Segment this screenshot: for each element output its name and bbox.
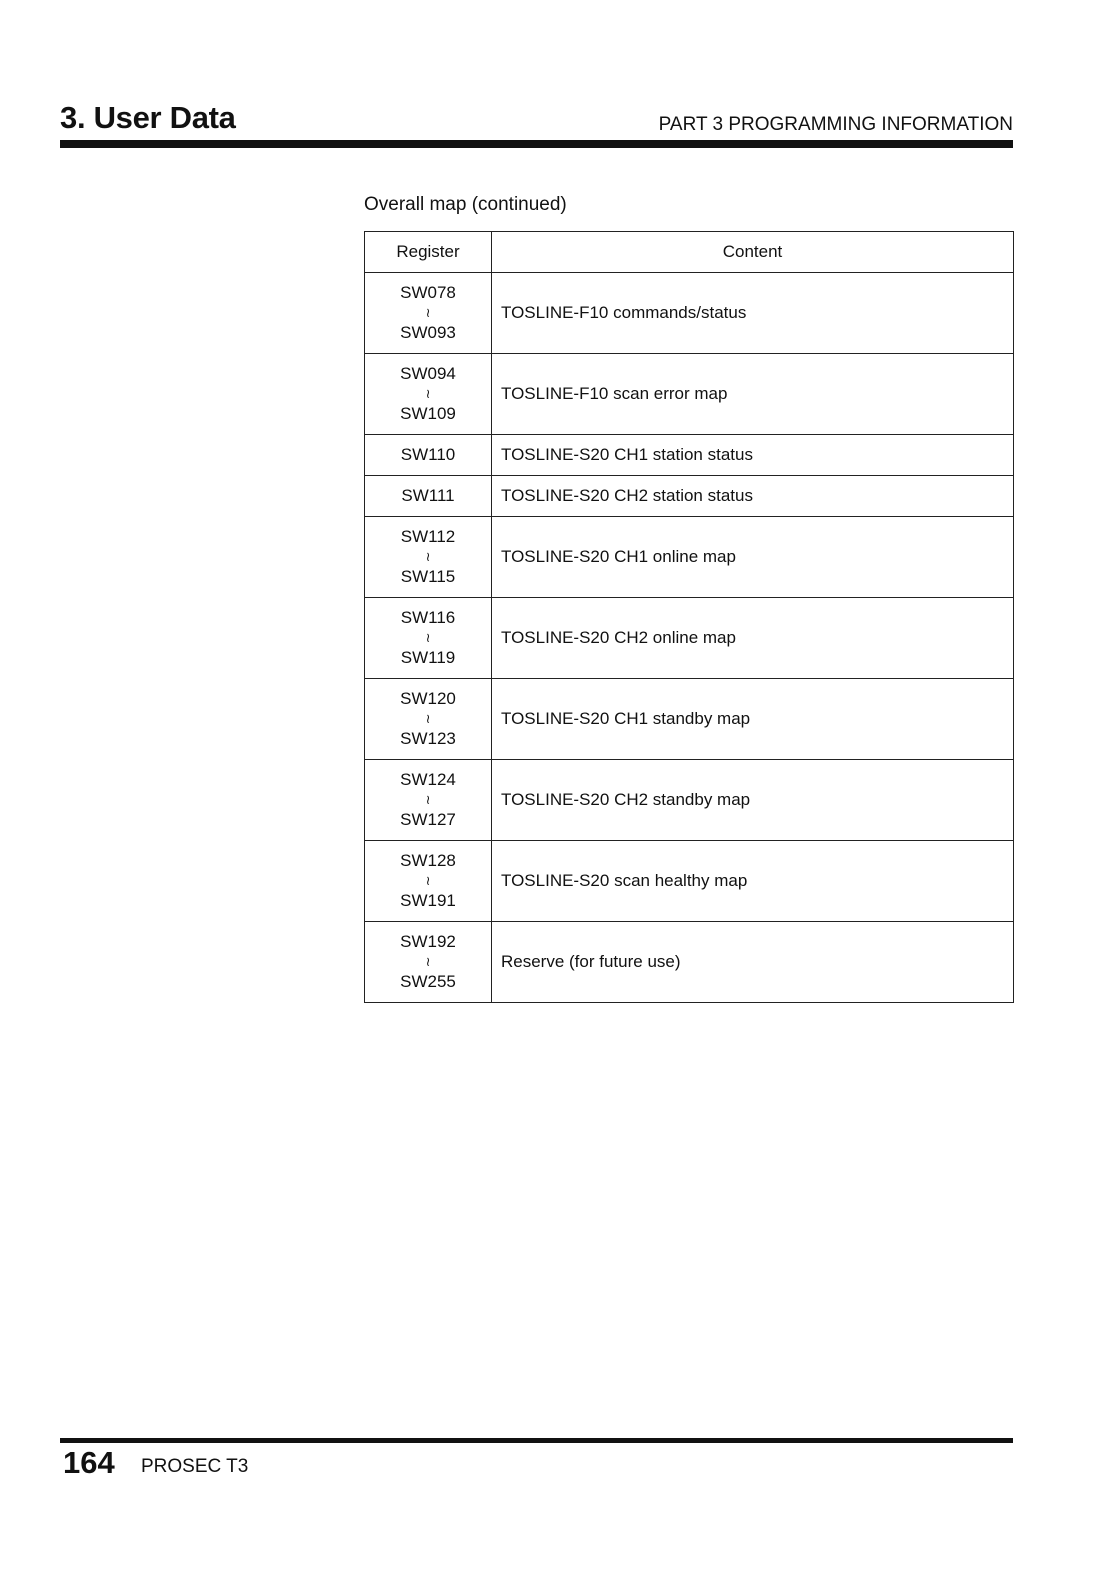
register-cell (365, 760, 492, 841)
table-row (365, 922, 1014, 1003)
content-cell: TOSLINE-F10 scan error map (492, 354, 1014, 435)
range-symbol: ≀ (425, 549, 431, 564)
register-cell (365, 354, 492, 435)
register-start: SW120 (400, 689, 456, 708)
table-row (365, 679, 1014, 760)
table-row (365, 476, 1014, 517)
register-start: SW116 (400, 608, 456, 627)
column-header-content: Content (492, 232, 1014, 273)
register-start: SW112 (400, 527, 456, 546)
register-end: SW127 (400, 810, 456, 829)
content-cell: TOSLINE-S20 CH2 station status (492, 476, 1014, 517)
register-cell (365, 679, 492, 760)
register-end: SW109 (400, 404, 456, 423)
register-cell (365, 273, 492, 354)
page-number: 164 (63, 1445, 115, 1480)
range-symbol: ≀ (425, 386, 431, 401)
content-cell: Reserve (for future use) (492, 922, 1014, 1003)
header-rule (60, 140, 1013, 148)
footer-rule (60, 1438, 1013, 1443)
register-start: SW094 (400, 364, 456, 383)
table-row (365, 273, 1014, 354)
footer-product-name: PROSEC T3 (141, 1456, 249, 1477)
section-title: 3. User Data (60, 100, 236, 135)
table-row (365, 354, 1014, 435)
range-symbol: ≀ (425, 954, 431, 969)
register-start: SW124 (400, 770, 456, 789)
register-end: SW191 (400, 891, 456, 910)
register-cell (365, 922, 492, 1003)
register-cell (365, 841, 492, 922)
table-row (365, 760, 1014, 841)
register-start: SW128 (400, 851, 456, 870)
content-cell: TOSLINE-S20 scan healthy map (492, 841, 1014, 922)
register-cell: SW111 (365, 476, 492, 517)
range-symbol: ≀ (425, 305, 431, 320)
register-end: SW115 (400, 567, 456, 586)
register-end: SW119 (400, 648, 456, 667)
table-row (365, 517, 1014, 598)
table-row (365, 598, 1014, 679)
register-end: SW255 (400, 972, 456, 991)
range-symbol: ≀ (425, 873, 431, 888)
register-start: SW192 (400, 932, 456, 951)
table-row (365, 841, 1014, 922)
table-caption: Overall map (continued) (364, 194, 567, 215)
register-cell: SW110 (365, 435, 492, 476)
range-symbol: ≀ (425, 711, 431, 726)
content-cell: TOSLINE-S20 CH1 station status (492, 435, 1014, 476)
register-cell (365, 517, 492, 598)
register-cell (365, 598, 492, 679)
register-end: SW123 (400, 729, 456, 748)
content-cell: TOSLINE-F10 commands/status (492, 273, 1014, 354)
content-cell: TOSLINE-S20 CH1 online map (492, 517, 1014, 598)
register-start: SW078 (400, 283, 456, 302)
column-header-register: Register (365, 232, 492, 273)
part-label: PART 3 PROGRAMMING INFORMATION (658, 114, 1013, 135)
content-cell: TOSLINE-S20 CH2 online map (492, 598, 1014, 679)
table-row (365, 435, 1014, 476)
range-symbol: ≀ (425, 792, 431, 807)
register-end: SW093 (400, 323, 456, 342)
content-cell: TOSLINE-S20 CH1 standby map (492, 679, 1014, 760)
range-symbol: ≀ (425, 630, 431, 645)
table-header-row (365, 232, 1014, 273)
content-cell: TOSLINE-S20 CH2 standby map (492, 760, 1014, 841)
register-map-table (364, 231, 1014, 1003)
